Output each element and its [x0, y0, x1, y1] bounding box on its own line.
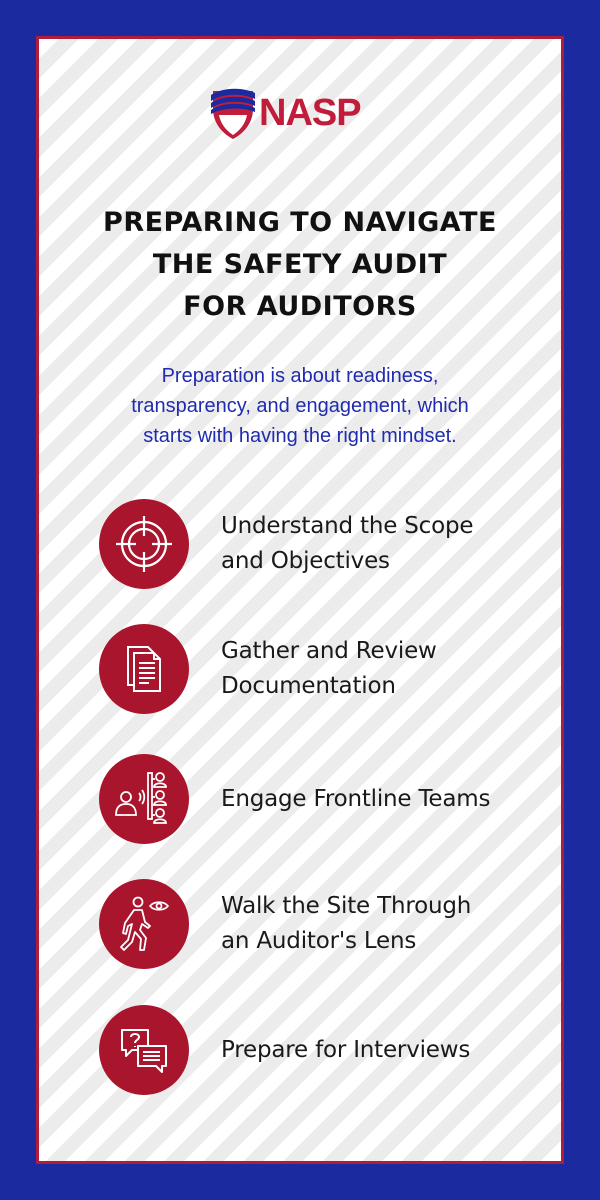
item-label-line: and Objectives	[221, 548, 390, 574]
icon-circle	[99, 879, 189, 969]
item-label	[221, 624, 539, 714]
icon-circle	[99, 1005, 189, 1095]
item-label-line: Gather and Review	[221, 638, 437, 664]
subtitle-line: starts with having the right mindset.	[143, 425, 457, 447]
subtitle-line: transparency, and engagement, which	[131, 395, 469, 417]
item-label	[221, 499, 539, 589]
shield-icon	[209, 85, 257, 141]
item-label-line: Engage Frontline Teams	[221, 785, 491, 812]
list-item-interviews	[99, 1005, 539, 1095]
subtitle	[39, 361, 561, 451]
subtitle-line: Preparation is about readiness,	[161, 365, 439, 387]
icon-circle	[99, 624, 189, 714]
item-label-line: Understand the Scope	[221, 513, 474, 539]
target-icon	[114, 514, 174, 574]
list-item-frontline-teams	[99, 754, 539, 844]
title-line: PREPARING TO NAVIGATE	[103, 207, 497, 238]
list-item-walk-site	[99, 879, 539, 969]
title-line: THE SAFETY AUDIT	[152, 249, 448, 280]
list-item-documentation	[99, 624, 539, 714]
icon-circle	[99, 754, 189, 844]
title-line: FOR AUDITORS	[183, 291, 417, 322]
item-label-line: Documentation	[221, 673, 396, 699]
brand-name: NASP	[259, 91, 361, 134]
walking-person-eye-icon	[112, 892, 176, 956]
team-icon	[112, 767, 176, 831]
item-label-line: an Auditor's Lens	[221, 928, 417, 954]
page-title	[39, 202, 561, 328]
item-label	[221, 754, 539, 844]
item-label-line: Walk the Site Through	[221, 893, 472, 919]
chat-bubbles-icon	[114, 1020, 174, 1080]
item-label	[221, 1005, 539, 1095]
list-item-scope	[99, 499, 539, 589]
documents-icon	[114, 639, 174, 699]
item-label	[221, 879, 539, 969]
infographic-card	[36, 36, 564, 1164]
nasp-logo	[209, 85, 361, 141]
item-label-line: Prepare for Interviews	[221, 1036, 471, 1063]
icon-circle	[99, 499, 189, 589]
